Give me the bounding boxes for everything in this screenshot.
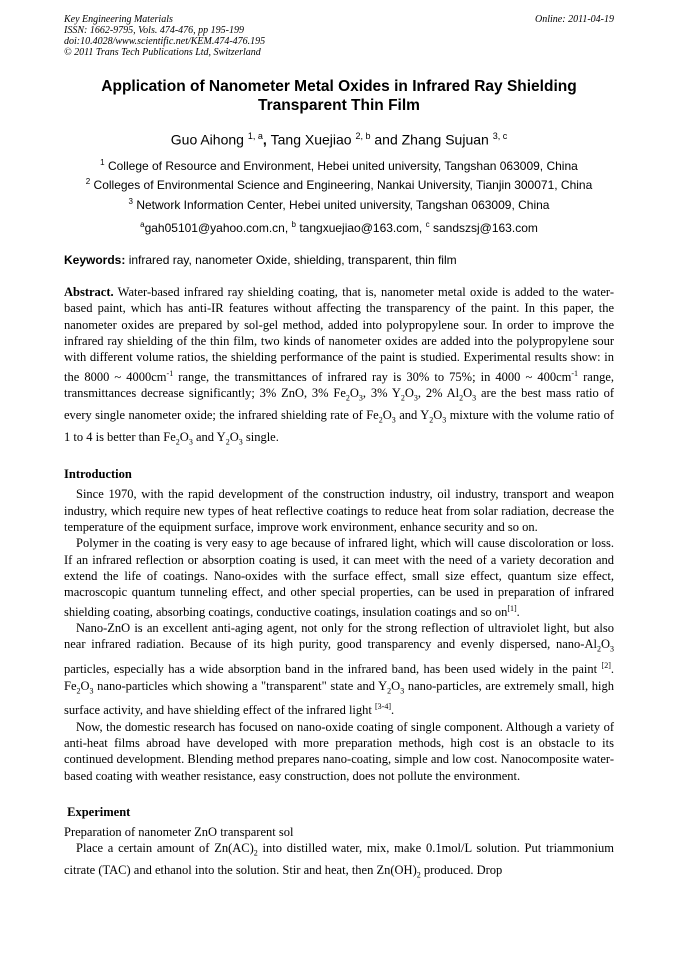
email-c-sup: c — [425, 220, 430, 230]
intro-p3-sub: 2 — [76, 686, 81, 696]
affiliation-3 — [64, 194, 614, 214]
email-a-sup: a — [140, 220, 145, 230]
affiliations — [64, 155, 614, 214]
author-2: Tang Xuejiao — [270, 131, 352, 148]
doi-line: doi:10.4028/www.scientific.net/KEM.474-476.195 — [64, 36, 266, 47]
author-3-sup: 3, c — [492, 131, 508, 141]
affiliation-1 — [64, 155, 614, 175]
abstract-sub: 3 — [358, 393, 363, 403]
affiliation-3-text: Network Information Center, Hebei united university, Tangshan 063009, China — [136, 197, 550, 212]
intro-paragraph-1: Since 1970, with the rapid development of the construction industry, oil industry, transport and weapon industry, which require new types of heat reflective coatings to reduce heat from solar radiation, decrease the temperature of the equipment surface, improve work environment, enhance security and so on. — [64, 487, 614, 535]
abstract-sub: 2 — [225, 437, 230, 447]
intro-p3-text: . — [391, 703, 395, 718]
abstract-text: mixture with the volume ratio of 1 to 4 is better than Fe — [64, 407, 614, 444]
abstract-sub: 3 — [442, 415, 447, 425]
intro-p3-text: . Fe — [64, 662, 614, 693]
experiment-text: produced. Drop — [420, 863, 503, 878]
intro-p3-text: nano-particles, are extremely small, high surface activity, and have shielding effect of the infrared light — [64, 678, 614, 718]
abstract-sub: 2 — [378, 415, 383, 425]
title-line-1: Application of Nanometer Metal Oxides in Infrared Ray Shielding — [101, 78, 577, 95]
citation-ref: [1] — [507, 603, 517, 613]
journal-header — [64, 14, 614, 58]
section-heading-experiment — [64, 804, 614, 820]
abstract-sub: 2 — [345, 393, 350, 403]
intro-p3-text: nano-particles which showing a "transparent" state and Y — [93, 678, 388, 693]
email-list — [64, 220, 614, 235]
abstract-text: O — [463, 386, 473, 401]
affiliation-2 — [64, 174, 614, 194]
intro-p3-sub: 3 — [400, 686, 405, 696]
affiliation-3-num: 3 — [128, 196, 133, 206]
abstract — [64, 284, 614, 450]
paper-page — [64, 14, 614, 884]
author-2-sup: 2, b — [355, 131, 371, 141]
abstract-text: are the best mass ratio of every single nanometer oxide; the infrared shielding rate of Fe — [64, 386, 614, 422]
keywords-label: Keywords: — [64, 253, 126, 268]
abstract-sub: 3 — [238, 437, 243, 447]
section-heading-introduction: Introduction — [64, 467, 132, 482]
paper-title — [64, 77, 614, 115]
experiment-heading-text: Experiment — [67, 805, 131, 819]
author-1: Guo Aihong — [170, 131, 244, 148]
abstract-text: range, transmittances decrease significantly; 3% ZnO, 3% Fe — [64, 369, 615, 401]
experiment-subheading: Preparation of nanometer ZnO transparent sol — [64, 825, 294, 839]
email-a: gah05101@yahoo.com.cn, — [144, 221, 289, 236]
abstract-text: O — [179, 429, 189, 444]
abstract-sub: 2 — [400, 393, 405, 403]
abstract-text: range, the transmittances of infrared ray is 30% to 75%; in 4000 ~ 400cm — [173, 369, 572, 384]
intro-p3-sub: 2 — [387, 686, 392, 696]
intro-p3-sub: 3 — [89, 686, 94, 696]
author-3: Zhang Sujuan — [401, 131, 489, 148]
abstract-text: , 3% Y — [362, 386, 401, 401]
keywords-text: infrared ray, nanometer Oxide, shielding, transparent, thin film — [125, 253, 457, 268]
intro-p3-text: O — [391, 678, 401, 693]
online-date: Online: 2011-04-19 — [535, 14, 614, 25]
affiliation-2-text: Colleges of Environmental Science and Engineering, Nankai University, Tianjin 300071, China — [93, 178, 593, 193]
experiment-text: Place a certain amount of Zn(AC) — [76, 841, 254, 856]
intro-p3-text: Nano-ZnO is an excellent anti-aging agent, not only for the strong reflection of ultraviolet light, but also near infrared radiation. Because of its high purity, good transparency and evenly dispersed, nano-Al — [64, 621, 614, 652]
title-line-2: Transparent Thin Film — [258, 97, 420, 114]
intro-p3-text: O — [80, 678, 90, 693]
abstract-text: single. — [242, 429, 279, 444]
abstract-sub: 3 — [188, 437, 193, 447]
abstract-sup: -1 — [571, 368, 579, 378]
abstract-text: and Y — [395, 407, 430, 422]
email-b: tangxuejiao@163.com, — [299, 221, 423, 236]
abstract-text: O — [382, 407, 392, 422]
abstract-label: Abstract. — [64, 285, 114, 300]
abstract-text: , 2% Al — [417, 386, 460, 401]
journal-name: Key Engineering Materials — [64, 14, 173, 25]
abstract-sub: 3 — [391, 415, 396, 425]
author-1-sup: 1, a — [247, 131, 263, 141]
abstract-sub: 2 — [175, 437, 180, 447]
email-c: sandszsj@163.com — [432, 221, 538, 236]
abstract-sub: 3 — [472, 393, 477, 403]
abstract-sub: 2 — [429, 415, 434, 425]
affiliation-1-text: College of Resource and Environment, Hebei united university, Tangshan 063009, China — [107, 158, 578, 173]
abstract-text: O — [349, 386, 359, 401]
author-and: and — [370, 131, 402, 148]
issn-line: ISSN: 1662-9795, Vols. 474-476, pp 195-199 — [64, 25, 244, 36]
intro-p2-end: . — [516, 604, 520, 619]
keywords — [64, 253, 614, 267]
intro-p3-sub: 2 — [596, 644, 601, 654]
author-sep: , — [262, 131, 271, 148]
citation-ref: [2] — [601, 661, 611, 671]
email-b-sup: b — [291, 220, 296, 230]
affiliation-1-num: 1 — [100, 157, 105, 167]
abstract-sub: 3 — [413, 393, 418, 403]
intro-p2-text: Polymer in the coating is very easy to age because of infrared light, which will cause discoloration or loss. If an infrared reflection or absorption coating is used, it can meet with the need of a variety decoration and extend the life of coatings. Nano-oxides with the surface effect, small size effect, quantum size effect, macroscopic quantum tunneling effect, and other special properties, can be used in preparation of infrared shielding coating, absorbing coatings, conductive coatings, insulation coatings and so on — [64, 536, 614, 619]
affiliation-2-num: 2 — [85, 177, 91, 187]
intro-p3-text: particles, especially has a wide absorption band in the infrared band, has been used widely in the paint — [64, 662, 602, 677]
intro-p3-text: O — [600, 637, 610, 652]
experiment-text: into distilled water, mix, make 0.1mol/L solution. Put triammonium citrate (TAC) and ethanol into the solution. Stir and heat, then Zn(OH) — [64, 841, 614, 878]
intro-p3-sub: 3 — [610, 644, 614, 654]
intro-paragraph-4: Now, the domestic research has focused on nano-oxide coating of single component. Although a variety of anti-heat films abroad have developed with more preparation methods, high cost is an obstacle to its continued development. Blending method prepares nano-coating, simple and low cost. Nanocomposite water-based coating with weather resistance, easy construction, does not pollute the environment. — [64, 719, 614, 783]
abstract-text: Water-based infrared ray shielding coating, that is, nanometer metal oxide is added to the water-based paint, which has anti-IR features without affecting the transparency of the paint. In this paper, the nanometer oxides are prepared by sol-gel method, added into polypropylene sour. In order to improve the infrared ray shielding of the thin film, two kinds of nanometer oxides are added into the polypropylene sour with different volume ratios, the shielding performance of the paint is studied. Experimental results show: in the 8000 ~ 4000cm — [64, 285, 614, 384]
intro-paragraph-2 — [64, 535, 614, 620]
author-list — [64, 127, 614, 149]
experiment-sub: 2 — [416, 870, 421, 880]
citation-ref: [3-4] — [375, 702, 391, 712]
abstract-text: O — [433, 407, 443, 422]
abstract-text: O — [229, 429, 239, 444]
experiment-sub: 2 — [253, 848, 258, 858]
abstract-sup: -1 — [166, 368, 174, 378]
intro-paragraph-3 — [64, 620, 614, 719]
experiment-paragraph-1 — [64, 840, 614, 884]
abstract-text: O — [404, 386, 414, 401]
abstract-text: and Y — [192, 429, 226, 444]
copyright-line: © 2011 Trans Tech Publications Ltd, Switzerland — [64, 47, 261, 58]
abstract-sub: 2 — [459, 393, 464, 403]
